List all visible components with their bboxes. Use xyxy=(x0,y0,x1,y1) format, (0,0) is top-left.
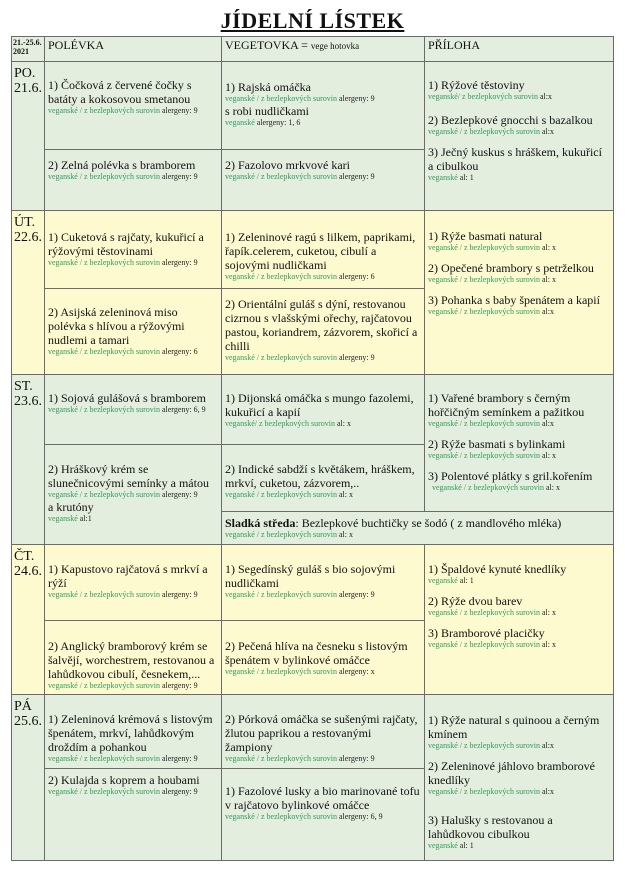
day-cell-thu xyxy=(11,545,45,695)
allergen-label: al: x xyxy=(541,275,556,284)
main-cell xyxy=(222,62,425,150)
allergen-label: alergeny: 1, 6 xyxy=(256,118,301,127)
diet-label: veganské / z bezlepkových surovin xyxy=(48,172,160,181)
diet-label: veganské/ z bezlepkových surovin xyxy=(428,92,538,101)
allergen-label: al:x xyxy=(541,127,554,136)
header-veg-note: vege hotovka xyxy=(310,41,360,51)
diet-label: veganské xyxy=(428,841,458,850)
main-cell xyxy=(222,150,425,211)
side-name: 1) Rýžové těstoviny xyxy=(428,78,525,92)
allergen-label: alergeny: 9 xyxy=(338,590,375,599)
side-name: 3) Bramborové placičky xyxy=(428,626,545,640)
allergen-label: alergeny: 9 xyxy=(161,258,198,267)
day-date: 25.6. xyxy=(14,714,42,729)
allergen-label: al: x xyxy=(541,608,556,617)
allergen-label: al: 1 xyxy=(459,576,474,585)
side-name: 2) Bezlepkové gnocchi s bazalkou xyxy=(428,113,593,127)
soup-name: 2) Asijská zeleninová miso polévka s hlívou a rýžovými nudlemi a tamari xyxy=(48,305,185,347)
allergen-label: alergeny: 9 xyxy=(338,94,375,103)
soup-cell xyxy=(45,150,222,211)
allergen-label: al: x xyxy=(338,530,353,539)
main-name: 1) Dijonská omáčka s mungo fazolemi, kukuřicí a kapií xyxy=(225,391,414,419)
allergen-label: al:1 xyxy=(79,514,92,523)
soup-name: 1) Kapustovo rajčatová s mrkví a rýží xyxy=(48,562,208,590)
main-name: 1) Fazolové lusky a bio marinované tofu v rajčatovo bylinkové omáčce xyxy=(225,784,420,812)
day-name: ČT. xyxy=(14,549,35,564)
soup-name: 1) Čočková z červené čočky s batáty a kokosovou smetanou xyxy=(48,78,192,106)
diet-label: veganské / z bezlepkových surovin xyxy=(428,275,540,284)
soup-cell xyxy=(45,769,222,861)
allergen-label: alergeny: 6 xyxy=(338,272,375,281)
header-side: PŘÍLOHA xyxy=(425,36,614,62)
main-cell xyxy=(222,545,425,621)
diet-label: veganské / z bezlepkových surovin xyxy=(225,490,337,499)
soup-cell xyxy=(45,621,222,695)
allergen-label: al: 1 xyxy=(459,173,474,182)
day-date: 23.6. xyxy=(14,394,42,409)
diet-label: veganské xyxy=(48,514,78,523)
allergen-label: al:x xyxy=(541,741,554,750)
main-cell xyxy=(222,621,425,695)
diet-label: veganské / z bezlepkových surovin xyxy=(48,590,160,599)
sweet-text: : Bezlepkové buchtičky se šodó ( z mandlového mléka) xyxy=(295,516,562,530)
diet-label: veganské / z bezlepkových surovin xyxy=(225,272,337,281)
diet-label: veganské / z bezlepkových surovin xyxy=(428,451,540,460)
diet-label: veganské / z bezlepkových surovin xyxy=(428,787,540,796)
main-name: 2) Fazolovo mrkvové kari xyxy=(225,158,350,172)
allergen-label: al:x xyxy=(541,787,554,796)
allergen-label: alergeny: 9 xyxy=(338,353,375,362)
main-cell xyxy=(222,695,425,769)
main-name: 1) Segedínský guláš s bio sojovými nudličkami xyxy=(225,562,396,590)
allergen-label: alergeny: 9 xyxy=(338,754,375,763)
diet-label: veganské / z bezlepkových surovin xyxy=(48,405,160,414)
diet-label: veganské / z bezlepkových surovin xyxy=(48,787,160,796)
diet-label: veganské xyxy=(428,576,458,585)
allergen-label: alergeny: 9 xyxy=(161,590,198,599)
soup-extra-name: a krutóny xyxy=(48,500,94,514)
allergen-label: al:x xyxy=(541,419,554,428)
main-name: 2) Pečená hlíva na česneku s listovým špenátem v bylinkové omáčce xyxy=(225,639,408,667)
page-title: JÍDELNÍ LÍSTEK xyxy=(220,8,405,33)
main-name: 1) Rajská omáčka xyxy=(225,80,311,94)
main-name: 2) Indické sabdží s květákem, hráškem, mrkví, cuketou, zázvorem,.. xyxy=(225,462,415,490)
main-cell xyxy=(222,211,425,289)
allergen-label: alergeny: 9 xyxy=(161,754,198,763)
diet-label: veganské / z bezlepkových surovin xyxy=(225,590,337,599)
allergen-label: al: x xyxy=(541,243,556,252)
diet-label: veganské xyxy=(428,173,458,182)
sweet-label: Sladká středa xyxy=(225,516,296,530)
diet-label: veganské / z bezlepkových surovin xyxy=(48,258,160,267)
diet-label: veganské / z bezlepkových surovin xyxy=(428,419,540,428)
allergen-label: alergeny: x xyxy=(338,667,375,676)
side-name: 1) Rýže natural s quinoou a černým kmínem xyxy=(428,713,600,741)
main-cell xyxy=(222,375,425,445)
day-date: 24.6. xyxy=(14,564,42,579)
allergen-label: alergeny: 6, 9 xyxy=(161,405,206,414)
side-name: 3) Halušky s restovanou a lahůdkovou cibulkou xyxy=(428,813,553,841)
soup-name: 2) Zelná polévka s bramborem xyxy=(48,158,196,172)
diet-label: veganské / z bezlepkových surovin xyxy=(428,307,540,316)
diet-label: veganské / z bezlepkových surovin xyxy=(225,667,337,676)
allergen-label: alergeny: 9 xyxy=(338,172,375,181)
day-name: PÁ xyxy=(14,699,32,714)
allergen-label: al: x xyxy=(336,419,351,428)
diet-label: veganské / z bezlepkových surovin xyxy=(225,754,337,763)
main-cell xyxy=(222,769,425,861)
sweet-wednesday-cell xyxy=(222,512,614,545)
side-name: 2) Opečené brambory s petrželkou xyxy=(428,261,594,275)
diet-label: veganské / z bezlepkových surovin xyxy=(428,243,540,252)
soup-name: 2) Anglický bramborový krém se šalvějí, worchestrem, restovanou a lahůdkovou cibulí, česnekem,... xyxy=(48,639,215,681)
side-cell xyxy=(425,211,614,375)
day-cell-tue xyxy=(11,211,45,375)
side-cell xyxy=(425,62,614,211)
day-name: PO. xyxy=(14,66,36,81)
side-name: 1) Vařené brambory s černým hořčičným semínkem a pažitkou xyxy=(428,391,585,419)
allergen-label: alergeny: 6 xyxy=(161,347,198,356)
allergen-label: al: x xyxy=(541,640,556,649)
diet-label: veganské / z bezlepkových surovin xyxy=(428,127,540,136)
diet-label: veganské / z bezlepkových surovin xyxy=(225,812,337,821)
diet-label: veganské / z bezlepkových surovin xyxy=(225,530,337,539)
main-name: 2) Pórková omáčka se sušenými rajčaty, žlutou paprikou a restovanými žampiony xyxy=(225,712,418,754)
diet-label: veganské / z bezlepkových surovin xyxy=(48,681,160,690)
header-soup: POLÉVKA xyxy=(45,36,222,62)
diet-label: veganské / z bezlepkových surovin xyxy=(48,347,160,356)
soup-cell xyxy=(45,545,222,621)
day-date: 22.6. xyxy=(14,230,42,245)
allergen-label: al: x xyxy=(338,490,353,499)
side-name: 3) Polentové plátky s gril.kořením xyxy=(428,469,593,483)
day-date: 21.6. xyxy=(14,81,42,96)
diet-label: veganské / z bezlepkových surovin xyxy=(225,353,337,362)
allergen-label: al: x xyxy=(545,483,560,492)
main-name: 1) Zeleninové ragú s lilkem, paprikami, řapík.celerem, cuketou, cibulí a sojovými nudličkami xyxy=(225,230,416,272)
main-extra-name: s robi nudličkami xyxy=(225,104,309,118)
allergen-label: alergeny: 9 xyxy=(161,787,198,796)
diet-label: veganské / z bezlepkových surovin xyxy=(225,172,337,181)
side-name: 2) Zeleninové jáhlovo bramborové knedlíky xyxy=(428,759,595,787)
side-cell xyxy=(425,545,614,695)
allergen-label: al:x xyxy=(541,307,554,316)
allergen-label: al:x xyxy=(539,92,552,101)
side-name: 1) Rýže basmati natural xyxy=(428,229,543,243)
soup-name: 2) Hráškový krém se slunečnicovými semínky a mátou xyxy=(48,462,209,490)
day-cell-mon xyxy=(11,62,45,211)
allergen-label: alergeny: 9 xyxy=(161,106,198,115)
diet-label: veganské/ z bezlepkových surovin xyxy=(225,419,335,428)
side-name: 3) Ječný kuskus s hráškem, kukuřicí a cibulkou xyxy=(428,145,602,173)
diet-label: veganské / z bezlepkových surovin xyxy=(432,483,544,492)
soup-cell xyxy=(45,445,222,545)
day-cell-fri xyxy=(11,695,45,861)
diet-label: veganské / z bezlepkových surovin xyxy=(225,94,337,103)
soup-name: 1) Cuketová s rajčaty, kukuřicí a rýžovými těstovinami xyxy=(48,230,204,258)
diet-label: veganské / z bezlepkových surovin xyxy=(48,490,160,499)
day-name: ST. xyxy=(14,379,33,394)
diet-label: veganské / z bezlepkových surovin xyxy=(48,754,160,763)
diet-label: veganské xyxy=(225,118,255,127)
allergen-label: alergeny: 9 xyxy=(161,681,198,690)
soup-cell xyxy=(45,62,222,150)
diet-label: veganské / z bezlepkových surovin xyxy=(428,640,540,649)
allergen-label: al: 1 xyxy=(459,841,474,850)
menu-table xyxy=(11,36,614,861)
allergen-label: alergeny: 6, 9 xyxy=(338,812,383,821)
allergen-label: al: x xyxy=(541,451,556,460)
soup-cell xyxy=(45,695,222,769)
header-veg-label: VEGETOVKA = xyxy=(225,38,308,52)
header-date-range: 21.-25.6. 2021 xyxy=(11,36,45,62)
side-name: 3) Pohanka s baby špenátem a kapií xyxy=(428,293,600,307)
diet-label: veganské / z bezlepkových surovin xyxy=(48,106,160,115)
day-name: ÚT. xyxy=(14,215,36,230)
diet-label: veganské / z bezlepkových surovin xyxy=(428,741,540,750)
soup-cell xyxy=(45,289,222,375)
side-name: 2) Rýže dvou barev xyxy=(428,594,523,608)
soup-name: 2) Kulajda s koprem a houbami xyxy=(48,773,200,787)
soup-name: 1) Sojová gulášová s bramborem xyxy=(48,391,206,405)
main-name: 2) Orientální guláš s dýní, restovanou cizrnou s vlašskými ořechy, rajčatovou pastou, koriandrem, zázvorem, skořicí a chilli xyxy=(225,297,418,353)
day-cell-wed xyxy=(11,375,45,545)
soup-cell xyxy=(45,375,222,445)
soup-name: 1) Zeleninová krémová s listovým špenátem, mrkví, lahůdkovým droždím a pohankou xyxy=(48,712,213,754)
side-name: 2) Rýže basmati s bylinkami xyxy=(428,437,566,451)
diet-label: veganské / z bezlepkových surovin xyxy=(428,608,540,617)
allergen-label: alergeny: 9 xyxy=(161,172,198,181)
side-cell xyxy=(425,695,614,861)
header-veg xyxy=(222,36,425,62)
main-cell xyxy=(222,445,425,512)
soup-cell xyxy=(45,211,222,289)
allergen-label: alergeny: 9 xyxy=(161,490,198,499)
main-cell xyxy=(222,289,425,375)
side-cell xyxy=(425,375,614,512)
side-name: 1) Špaldové kynuté knedlíky xyxy=(428,562,567,576)
